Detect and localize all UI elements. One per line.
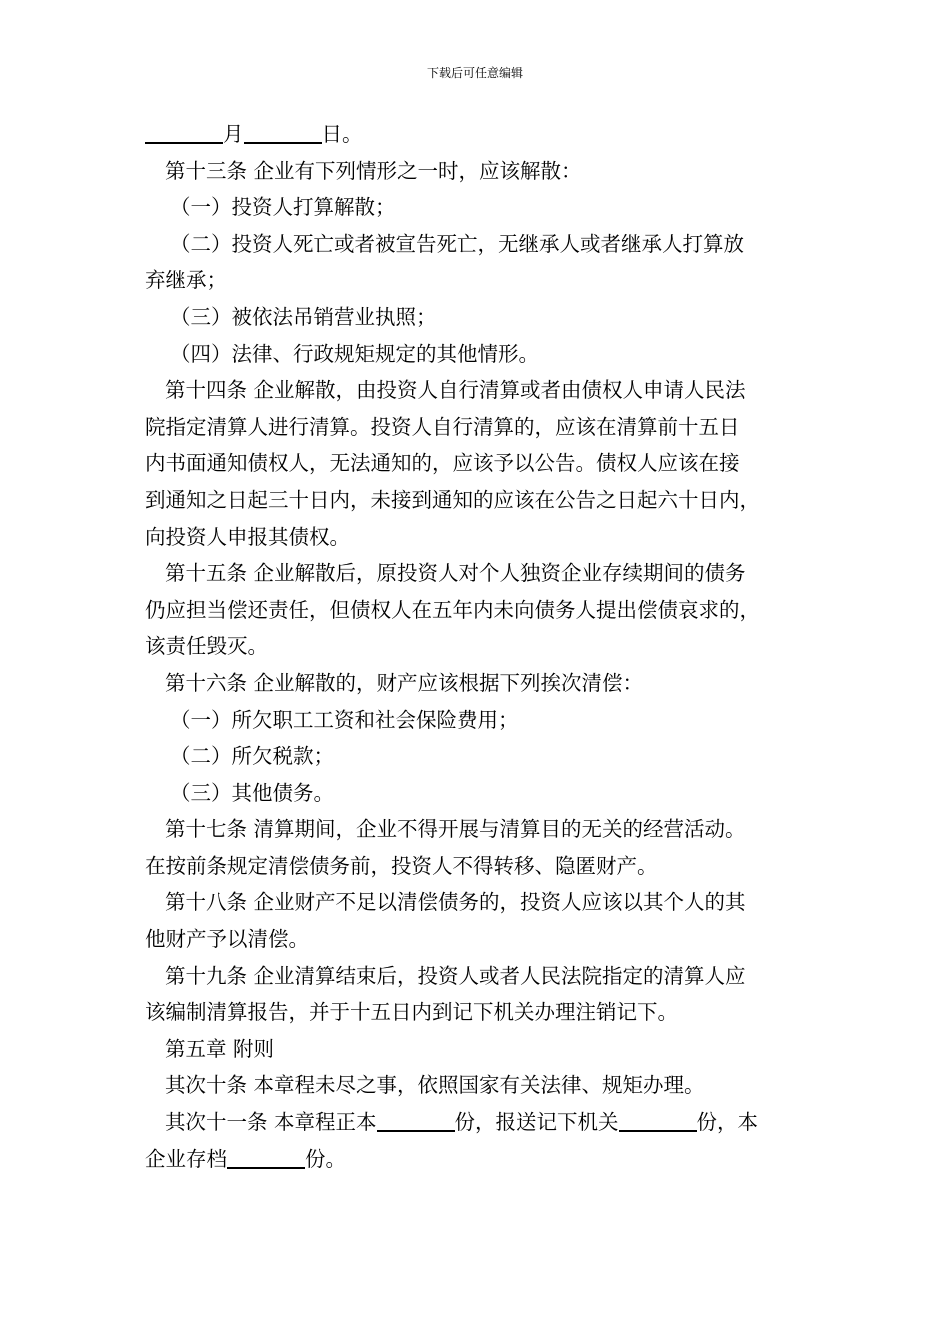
text-line: 他财产予以清偿。 xyxy=(145,927,309,952)
list-item: （一）投资人打算解散； xyxy=(170,195,396,220)
list-item: （二）所欠税款； xyxy=(170,744,334,769)
list-item: （四）法律、行政规矩规定的其他情形。 xyxy=(170,341,539,366)
fill-blank xyxy=(227,1147,305,1169)
list-item: （二）投资人死亡或者被宣告死亡，无继承人或者继承人打算放 xyxy=(170,231,744,256)
article-16: 第十六条 企业解散的，财产应该根据下列挨次清偿： xyxy=(165,670,644,695)
text-line: 院指定清算人进行清算。投资人自行清算的，应该在清算前十五日 xyxy=(145,414,740,439)
document-body xyxy=(145,116,825,1177)
list-item: （三）其他债务。 xyxy=(170,780,334,805)
list-item: （一）所欠职工工资和社会保险费用； xyxy=(170,707,519,732)
text-line: 该责任毁灭。 xyxy=(145,634,268,659)
article-15: 第十五条 企业解散后，原投资人对个人独资企业存续期间的债务 xyxy=(165,561,746,586)
article-14: 第十四条 企业解散，由投资人自行清算或者由债权人申请人民法 xyxy=(165,378,746,403)
fill-blank xyxy=(377,1110,455,1132)
text-line: 内书面通知债权人，无法通知的，应该予以公告。债权人应该在接 xyxy=(145,451,740,476)
page-header: 下载后可任意编辑 xyxy=(426,66,523,80)
text-line: 弃继承； xyxy=(145,268,227,293)
fill-blank xyxy=(145,122,223,144)
article-13: 第十三条 企业有下列情形之一时，应该解散： xyxy=(165,158,582,183)
list-item: （三）被依法吊销营业执照； xyxy=(170,304,437,329)
fill-blank xyxy=(244,122,322,144)
article-18: 第十八条 企业财产不足以清偿债务的，投资人应该以其个人的其 xyxy=(165,890,746,915)
chapter-heading: 第五章 附则 xyxy=(165,1036,275,1061)
article-20: 其次十条 本章程未尽之事，依照国家有关法律、规矩办理。 xyxy=(165,1073,705,1098)
text-line: 月 日。 xyxy=(145,116,825,153)
article-17: 第十七条 清算期间，企业不得开展与清算目的无关的经营活动。 xyxy=(165,817,746,842)
text-line: 该编制清算报告，并于十五日内到记下机关办理注销记下。 xyxy=(145,1000,678,1025)
article-21: 其次十一条 本章程正本 份，报送记下机关 份，本 xyxy=(165,1110,759,1135)
article-19: 第十九条 企业清算结束后，投资人或者人民法院指定的清算人应 xyxy=(165,963,746,988)
text-line: 在按前条规定清偿债务前，投资人不得转移、隐匿财产。 xyxy=(145,853,658,878)
text-line: 到通知之日起三十日内，未接到通知的应该在公告之日起六十日内， xyxy=(145,487,760,512)
text-line: 仍应担当偿还责任，但债权人在五年内未向债务人提出偿债哀求的， xyxy=(145,597,760,622)
fill-blank xyxy=(619,1110,697,1132)
text-line: 向投资人申报其债权。 xyxy=(145,524,350,549)
text-line: 企业存档 份。 xyxy=(145,1146,346,1171)
